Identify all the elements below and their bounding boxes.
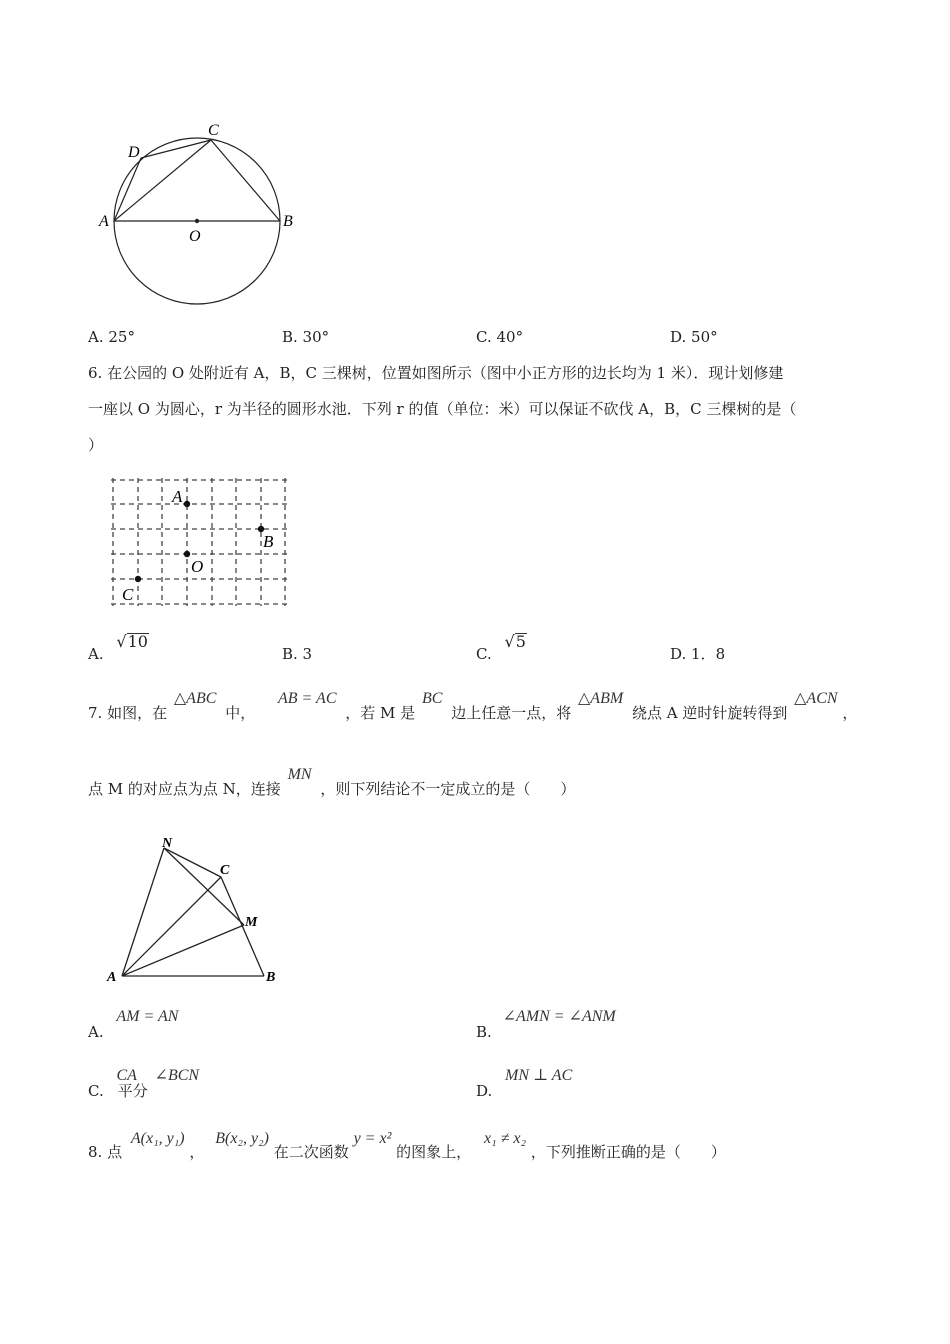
segment-am (122, 925, 244, 976)
q6-option-b[interactable]: B. 3 (282, 645, 313, 663)
q8-math-function: y = x² (353, 1130, 392, 1147)
q7-option-c-math2: ∠BCN (154, 1067, 200, 1084)
label-m: M (245, 915, 258, 930)
q7-option-a-math: AM = AN (116, 1008, 179, 1025)
q6-option-d[interactable]: D. 1．8 (670, 645, 726, 663)
q7-text-8: ，则下列结论不一定成立的是（ ） (320, 780, 576, 798)
q6-grid-figure (105, 472, 295, 612)
q7-text-5: 绕点 A 逆时针旋转得到 (631, 704, 788, 722)
label-b: B (263, 532, 274, 551)
q7-option-a-prefix: A. (88, 1023, 104, 1041)
q7-math-mn: MN (287, 766, 312, 783)
q7-stem-line2 (88, 764, 576, 798)
q6-option-c[interactable] (476, 632, 527, 663)
label-c: C (220, 863, 230, 878)
q8-text-2: ， (189, 1143, 205, 1161)
label-b: B (266, 970, 276, 985)
segment-an (122, 848, 164, 976)
label-a: A (107, 970, 117, 985)
q7-math-bc: BC (421, 690, 443, 707)
q7-option-b[interactable] (476, 1006, 616, 1041)
segment-ad (114, 158, 141, 221)
q8-text-3: 在二次函数 (273, 1143, 349, 1161)
q7-math-triangle-acn: △ACN (794, 690, 838, 707)
segment-ac (122, 877, 221, 976)
label-a: A (99, 213, 109, 230)
q6-option-a-prefix: A. (88, 645, 104, 663)
q7-text-7: 点 M 的对应点为点 N，连接 (88, 780, 281, 798)
q7-text-2: 中， (225, 704, 256, 722)
tree-c-point (135, 576, 141, 582)
segment-bc (221, 877, 264, 976)
q6-stem-line3: ） (88, 436, 104, 454)
q7-text-1: 7. 如图，在 (88, 704, 168, 722)
tree-a-point (184, 501, 190, 507)
q7-option-a[interactable] (88, 1006, 179, 1041)
q7-math-triangle-abm: △ABM (577, 690, 624, 707)
q7-math-triangle-abc: △ABC (173, 690, 217, 707)
q7-text-4: 边上任意一点，将 (451, 704, 572, 722)
q5-option-a[interactable]: A. 25° (88, 328, 135, 346)
label-n: N (162, 836, 173, 851)
q5-circle-figure (95, 115, 305, 315)
q7-option-c-prefix: C. (88, 1082, 104, 1100)
q6-option-a-radicand: 10 (127, 632, 148, 651)
q8-text-5: ，下列推断正确的是（ ） (530, 1143, 726, 1161)
q8-math-inequality: x₁ ≠ x₂ (483, 1130, 527, 1147)
q8-text-4: 的图象上， (396, 1143, 472, 1161)
q6-option-a[interactable] (88, 632, 149, 663)
q7-option-b-math: ∠AMN = ∠ANM (502, 1008, 616, 1025)
q6-option-c-prefix: C. (476, 645, 492, 663)
q7-option-d-math: MN ⊥ AC (505, 1067, 573, 1084)
segment-nc (164, 848, 221, 877)
label-c: C (208, 122, 219, 139)
q7-triangle-figure (100, 832, 290, 987)
sqrt-icon: √10 (116, 632, 148, 651)
q8-text-1: 8. 点 (88, 1143, 123, 1161)
q5-option-c[interactable]: C. 40° (476, 328, 524, 346)
q7-option-c-text: 平分 (117, 1082, 148, 1100)
q7-text-3: ，若 M 是 (345, 704, 416, 722)
q7-option-c-math1: CA (116, 1067, 137, 1084)
sqrt-icon: √5 (504, 632, 526, 651)
q5-option-d[interactable]: D. 50° (670, 328, 718, 346)
q7-stem-line1 (88, 688, 858, 722)
q7-math-ab-ac: AB = AC (277, 690, 337, 707)
label-d: D (128, 144, 140, 161)
label-o: O (191, 557, 204, 576)
q8-stem (88, 1128, 726, 1161)
q8-math-point-a: A(x₁, y₁) (130, 1130, 185, 1147)
q6-stem-line2: 一座以 O 为圆心，r 为半径的圆形水池．下列 r 的值（单位：米）可以保证不砍伐 A，B，C 三棵树的是（ (88, 400, 797, 418)
q7-option-c[interactable] (88, 1065, 200, 1100)
label-o: O (189, 228, 201, 245)
label-b: B (283, 213, 293, 230)
segment-mn (164, 848, 244, 925)
label-c: C (122, 585, 134, 604)
q5-option-b[interactable]: B. 30° (282, 328, 330, 346)
center-point (195, 219, 199, 223)
q6-option-c-radicand: 5 (515, 632, 526, 651)
q7-option-b-prefix: B. (476, 1023, 492, 1041)
q8-math-point-b: B(x₂, y₂) (215, 1130, 269, 1147)
q7-option-d[interactable] (476, 1065, 573, 1100)
label-a: A (172, 487, 183, 506)
q7-option-d-prefix: D. (476, 1082, 493, 1100)
center-o-point (184, 551, 190, 557)
q7-text-6: ， (842, 704, 858, 722)
q6-stem-line1: 6. 在公园的 O 处附近有 A，B，C 三棵树，位置如图所示（图中小正方形的边长均为 1 米）．现计划修建 (88, 364, 784, 382)
